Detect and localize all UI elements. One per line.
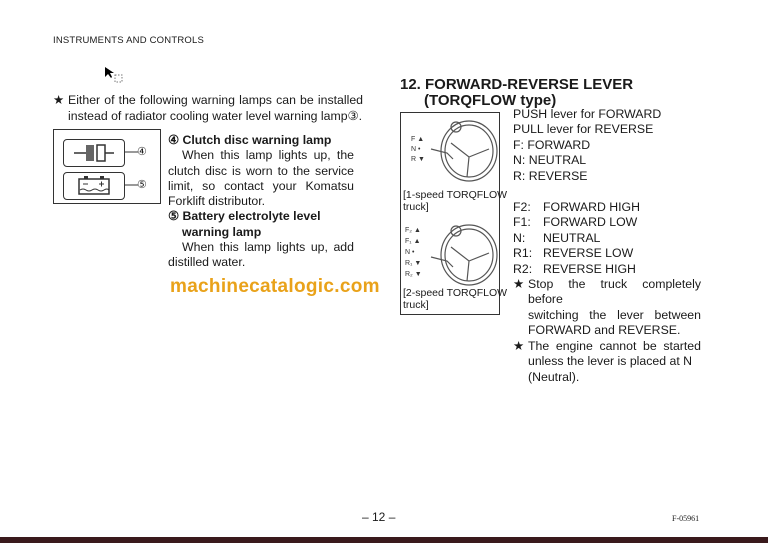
position-row: R2: REVERSE HIGH — [513, 261, 636, 276]
section-heading: 12. FORWARD-REVERSE LEVER — [400, 76, 634, 93]
figure-code: F-05961 — [672, 514, 700, 523]
bottom-bar — [0, 537, 768, 543]
fig2-label: R₁ — [405, 260, 413, 267]
fig1-label: N — [411, 146, 417, 153]
callout-4: ④ — [137, 146, 147, 158]
watermark: machinecatalogic.com — [170, 276, 380, 297]
star-icon: ★ — [513, 276, 525, 291]
clutch-title: ④ Clutch disc warning lamp — [168, 133, 332, 147]
fig2-label: F₂ — [405, 227, 412, 234]
fig1-label: F — [411, 136, 416, 143]
position-row: R1: REVERSE LOW — [513, 246, 634, 261]
warning-lamps-figure — [53, 129, 161, 204]
fig2-caption: [2-speed TORQFLOW truck] — [403, 287, 508, 311]
battery-lamp-icon — [63, 172, 125, 200]
fig2-label: F₁ — [405, 238, 412, 245]
section-subheading: (TORQFLOW type) — [424, 92, 557, 109]
fig2-label: N — [405, 249, 411, 256]
section-header: INSTRUMENTS AND CONTROLS — [53, 35, 205, 46]
battery-title: ⑤ Battery electrolyte level — [168, 209, 321, 224]
note-engine-start: ★ The engine cannot be started unless the lever is placed at N (Neutral). — [513, 338, 701, 384]
position-row: F2: FORWARD HIGH — [513, 199, 641, 214]
callout-5: ⑤ — [137, 179, 147, 191]
fig1-caption: [1-speed TORQFLOW truck] — [403, 189, 508, 213]
cursor-icon — [104, 66, 124, 84]
fig2-label: R₂ — [405, 271, 413, 278]
star-icon: ★ — [53, 93, 65, 107]
lever-figure: F ▲ N • R ▼ [1-speed TORQFLOW truck] F₂ ▲ F₁ ▲ N • R₁ ▼ R₂ ▼ [2-speed TORQFLOW truck] — [400, 112, 500, 315]
position-row: F1: FORWARD LOW — [513, 215, 638, 230]
lamp-descriptions: ④ Clutch disc warning lamp When this lamp lights up, the clutch disc is worn to the service limit, so contact your Komatsu Forklift distributor. ⑤ Battery electrolyte level warning lamp When this lamp lights up, add distilled water. — [168, 133, 354, 270]
fig1-label: R — [411, 156, 417, 163]
clutch-disc-lamp-icon — [63, 139, 125, 167]
star-icon: ★ — [513, 338, 525, 353]
note-stop-truck: ★ Stop the truck completely before switching the lever between FORWARD and REVERSE. — [513, 276, 701, 338]
lever-instructions: PUSH lever for FORWARD PULL lever for REVERSE F: FORWARD N: NEUTRAL R: REVERSE F2: FORWARD HIGH F1: FORWARD LOW N: NEUTRAL R1: REVERSE LOW R2: REVERSE HIGH ★ Stop the truck completely before switching the lever between FORWARD and REVERSE. ★ The engine cannot be started unless the lever is placed at N (Neutral). — [513, 107, 701, 384]
star-note: ★ Either of the following warning lamps can be installed instead of radiator cooling water level warning lamp③. — [53, 93, 363, 123]
page-number: – 12 – — [362, 510, 396, 524]
position-row: N: NEUTRAL — [513, 230, 601, 245]
